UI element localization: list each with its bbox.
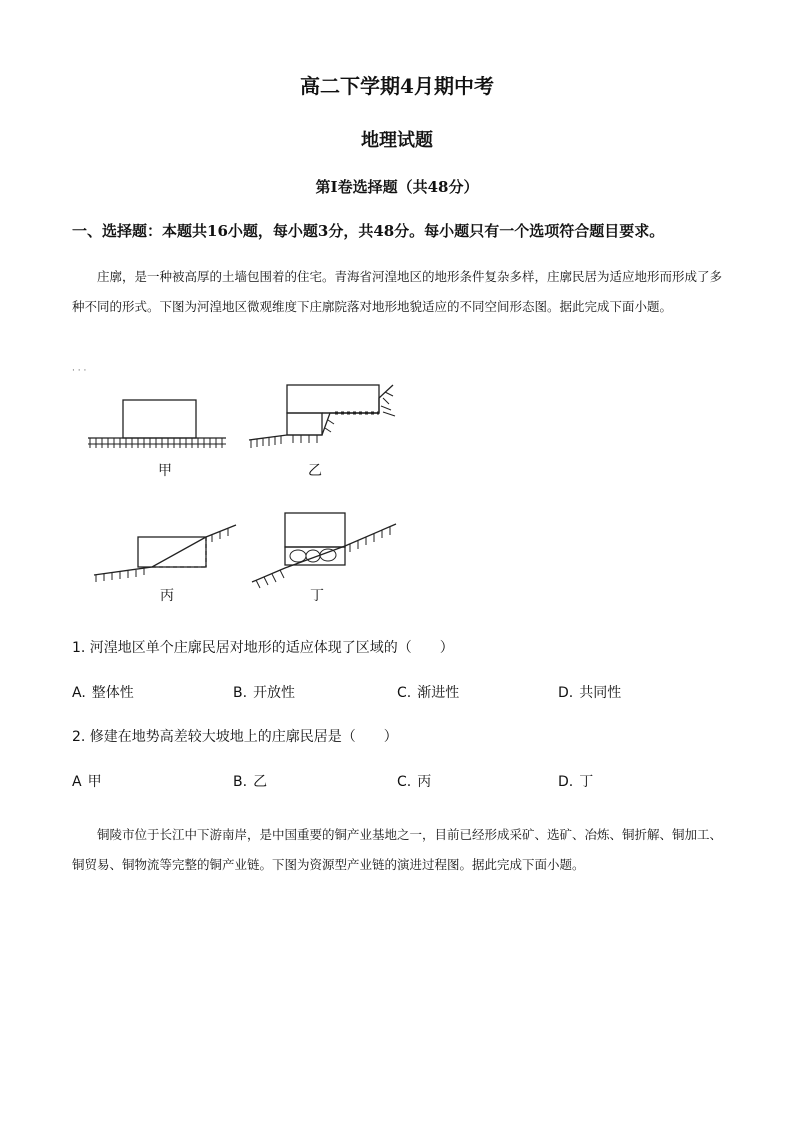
q2-option-a-text: 甲 xyxy=(87,774,102,790)
exam-title: 高二下学期4月期中考 xyxy=(300,74,494,98)
figure-bing xyxy=(90,520,240,585)
q2-option-b-text: 乙 xyxy=(253,774,268,790)
q1-option-d-key: D. xyxy=(558,685,574,701)
q2-option-b[interactable] xyxy=(233,771,267,791)
label-bing: 丙 xyxy=(160,588,174,604)
q1-option-b[interactable] xyxy=(233,682,295,702)
subject-title: 地理试题 xyxy=(361,130,433,151)
label-yi: 乙 xyxy=(308,463,322,479)
q2-option-d[interactable] xyxy=(558,771,593,791)
q2-option-b-key: B. xyxy=(233,774,248,790)
figure-ding xyxy=(250,510,400,590)
q1-option-b-text: 开放性 xyxy=(253,685,296,701)
q1-option-b-key: B. xyxy=(233,685,248,701)
q2-option-c-text: 丙 xyxy=(417,774,432,790)
q2-option-c[interactable] xyxy=(397,771,431,791)
q2-option-d-text: 丁 xyxy=(579,774,594,790)
q2-option-d-key: D. xyxy=(558,774,574,790)
q1-option-c[interactable] xyxy=(397,682,459,702)
section-heading: 一、选择题：本题共16小题，每小题3分，共48分。每小题只有一个选项符合题目要求。 xyxy=(72,222,665,240)
q2-option-c-key: C. xyxy=(397,774,412,790)
q1-option-d-text: 共同性 xyxy=(579,685,622,701)
question-2-stem: 2. 修建在地势高差较大坡地上的庄廓民居是（ ） xyxy=(72,729,398,745)
q1-option-d[interactable] xyxy=(558,682,621,702)
figure-jia xyxy=(86,390,236,460)
q1-option-c-key: C. xyxy=(397,685,412,701)
label-ding: 丁 xyxy=(310,588,324,604)
label-jia: 甲 xyxy=(158,463,172,479)
passage-tongling: 铜陵市位于长江中下游南岸，是中国重要的铜产业基地之一，目前已经形成采矿、选矿、冶炼、铜折解、铜加工、铜贸易、铜物流等完整的铜产业链。下图为资源型产业链的演进过程图。据此完成下面小题。 xyxy=(72,827,723,872)
q1-option-c-text: 渐进性 xyxy=(417,685,460,701)
q1-option-a-text: 整体性 xyxy=(91,685,134,701)
cropped-text-fragment: · · · xyxy=(72,366,87,376)
passage-zhuangkuo: 庄廓，是一种被高厚的土墙包围着的住宅。青海省河湟地区的地形条件复杂多样，庄廓民居为适应地形而形成了多种不同的形式。下图为河湟地区微观维度下庄廓院落对地形地貌适应的不同空间形态图。据此完成下面小题。 xyxy=(72,269,723,314)
figure-yi xyxy=(245,380,400,460)
q2-option-a[interactable] xyxy=(72,771,102,791)
part-title: 第Ⅰ卷选择题（共48分） xyxy=(315,178,479,196)
question-1-stem: 1. 河湟地区单个庄廓民居对地形的适应体现了区域的（ ） xyxy=(72,640,454,656)
q1-option-a[interactable] xyxy=(72,682,134,702)
q2-option-a-key: A xyxy=(72,774,82,790)
q1-option-a-key: A. xyxy=(72,685,86,701)
